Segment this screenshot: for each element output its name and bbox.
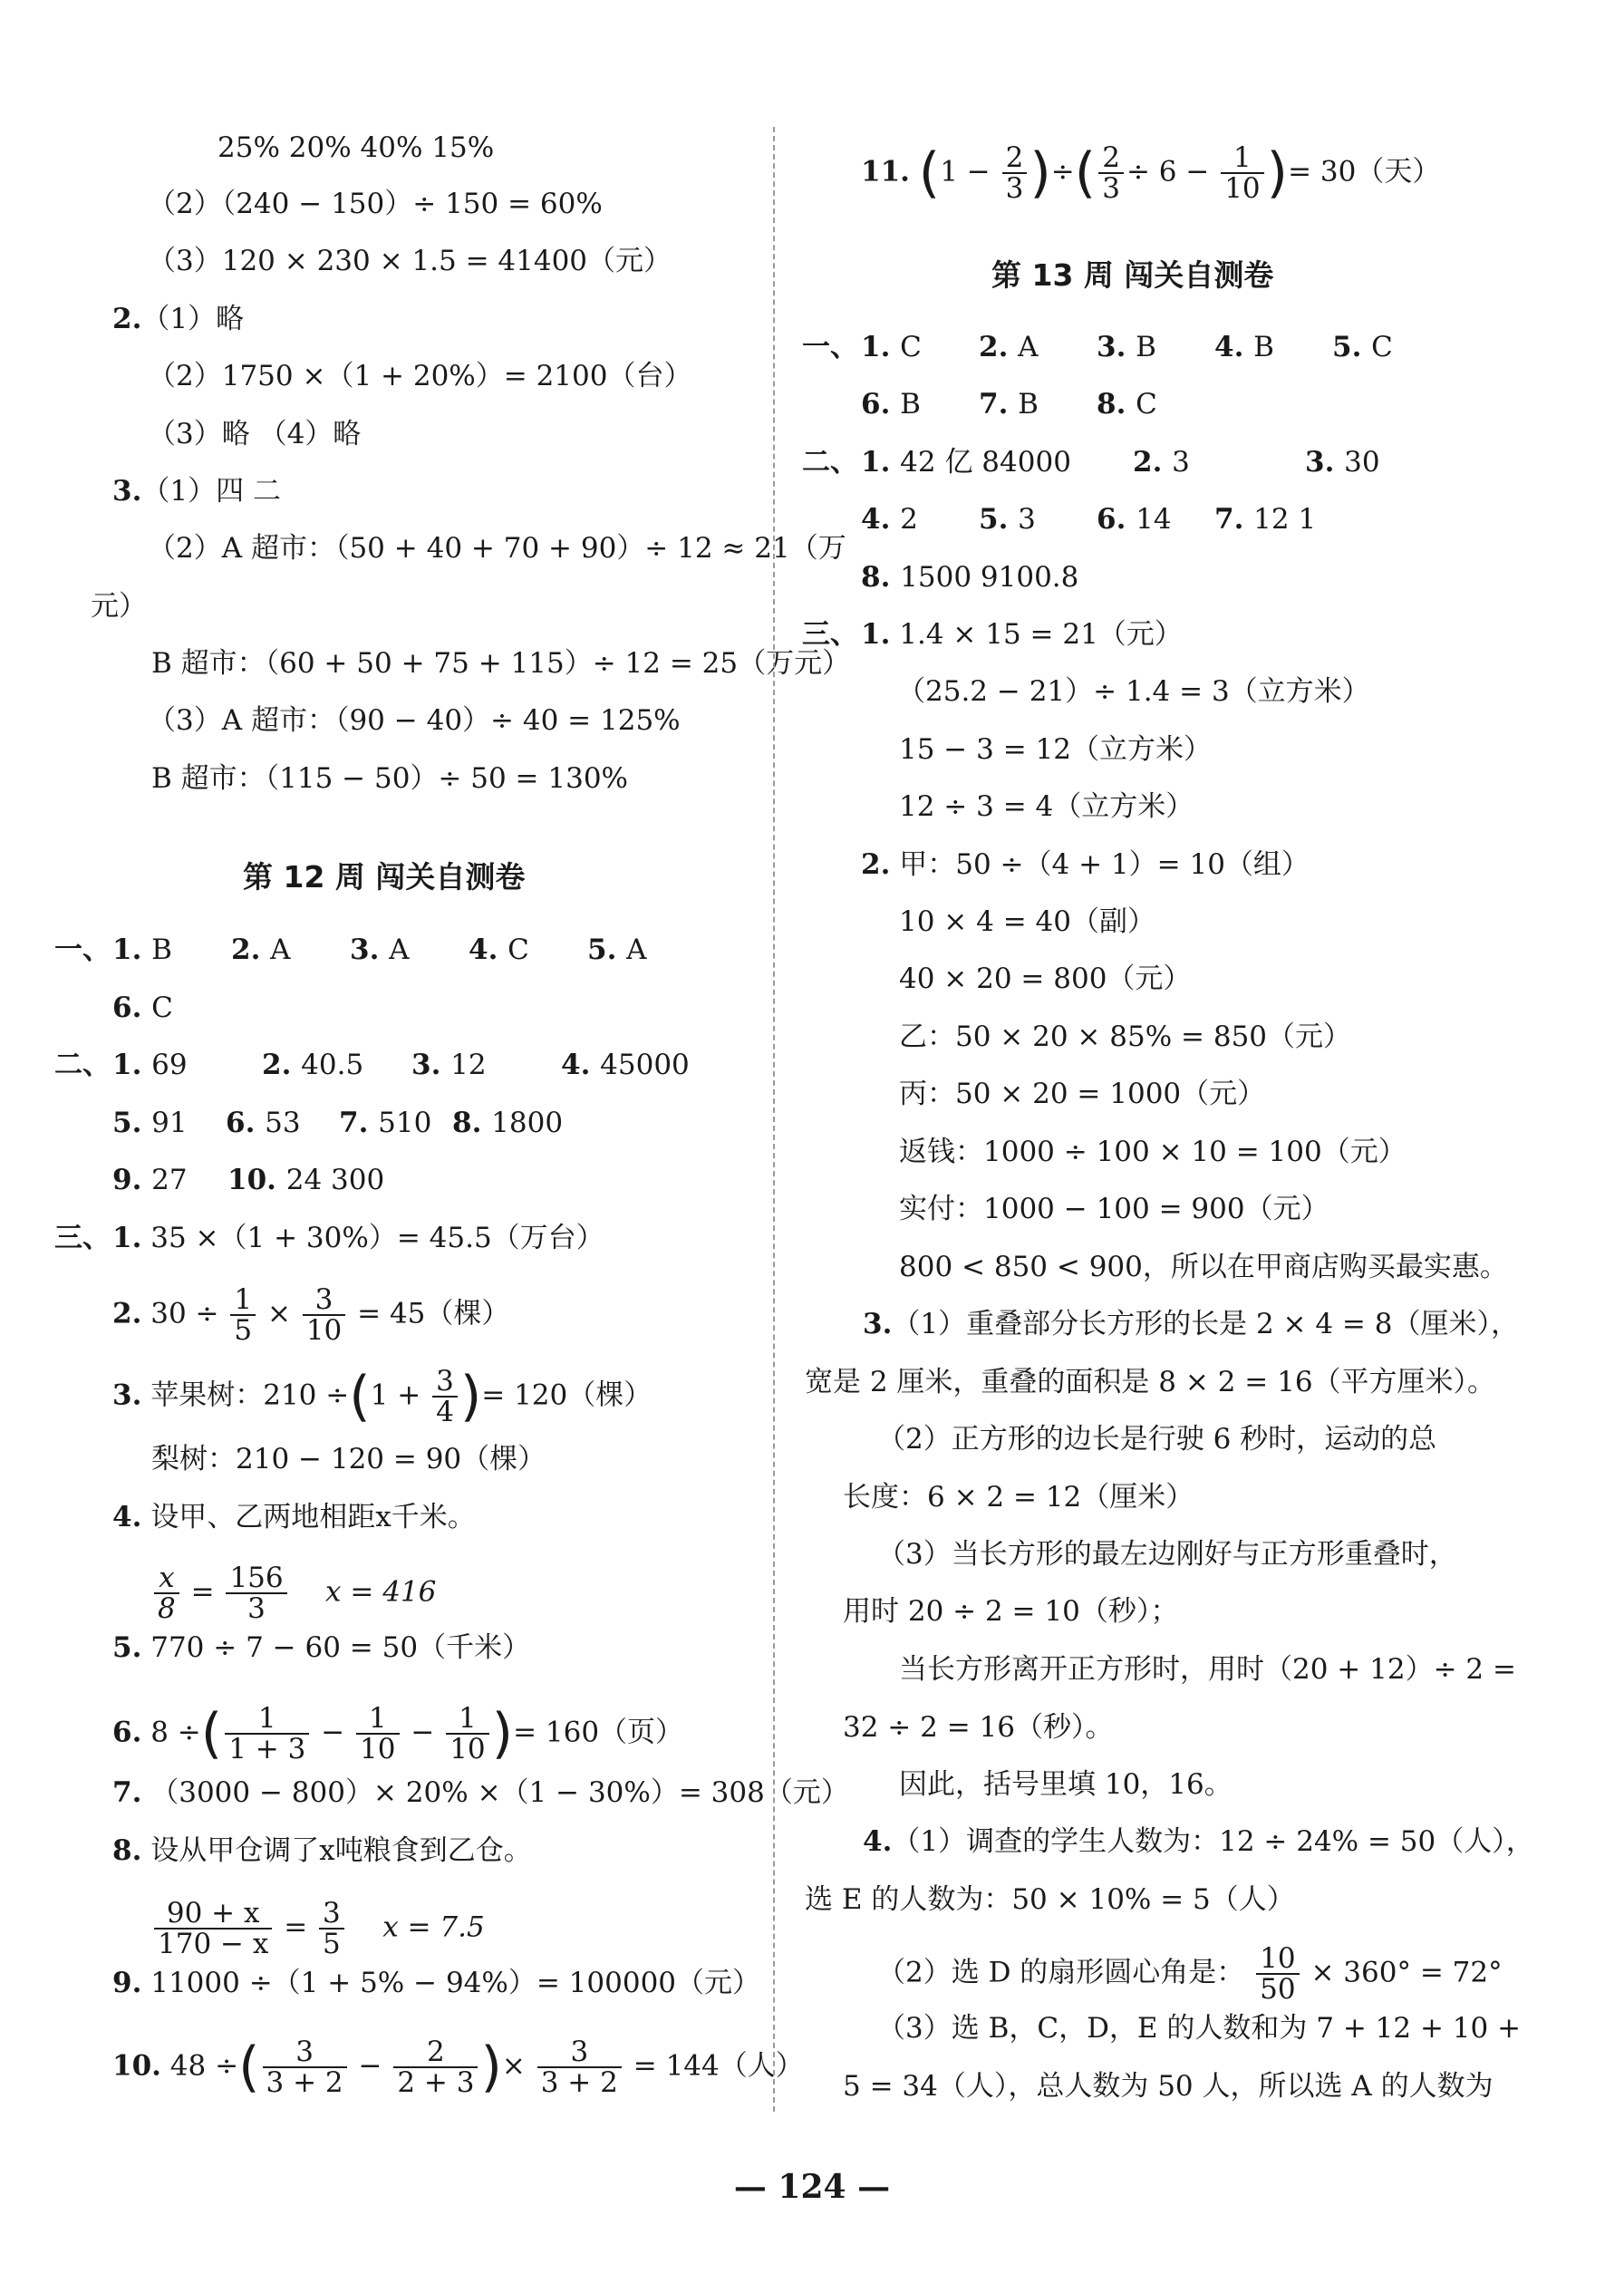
answer-text: × 360° = 72° xyxy=(1310,1956,1503,1989)
question-number: 4. xyxy=(112,1501,142,1533)
answer-text: 770 ÷ 7 − 60 = 50（千米） xyxy=(150,1631,531,1664)
answer-item xyxy=(1097,386,1214,422)
answer-row xyxy=(802,444,858,480)
answer-line: $\frac{90 + x}{170 - x}$ = $\frac{3}{5}$ x = 7.5 xyxy=(151,1899,485,1959)
fraction: $\frac{1}{10}$ xyxy=(356,1704,399,1764)
answer-item xyxy=(1332,329,1450,365)
answer-line: 返钱：1000 ÷ 100 × 10 = 100（元） xyxy=(899,1136,1406,1168)
answer-item xyxy=(1097,329,1214,365)
answer-text: 48 ÷ xyxy=(169,2049,239,2083)
answer-value: 45000 xyxy=(600,1049,690,1081)
question-number: 1. xyxy=(112,1222,142,1254)
answer-item xyxy=(861,329,979,365)
answer-value: C xyxy=(508,933,529,966)
answer-text: = 30（天） xyxy=(1288,155,1441,189)
section-prefix: 一、 xyxy=(54,933,111,966)
answer-item xyxy=(587,932,706,968)
answer-line: 因此，括号里填 10，16。 xyxy=(899,1768,1232,1801)
answer-line xyxy=(112,1630,530,1666)
question-number: 4. xyxy=(861,503,901,536)
answer-line xyxy=(151,1563,436,1623)
section-prefix: 二、 xyxy=(54,1049,111,1081)
question-number: 4. xyxy=(1214,331,1254,363)
answer-line xyxy=(112,1833,532,1869)
answer-line: 丙：50 × 20 = 1000（元） xyxy=(899,1078,1266,1110)
fraction: $\frac{3}{4}$ xyxy=(432,1367,458,1427)
question-number: 8. xyxy=(452,1107,492,1139)
answer-line: （3）略 （4）略 xyxy=(148,418,362,450)
answer-line: 用时 20 ÷ 2 = 10（秒）； xyxy=(843,1595,1179,1628)
question-number: 2. xyxy=(262,1049,302,1081)
answer-value: B xyxy=(900,388,921,421)
answer-line xyxy=(112,1499,476,1535)
answer-value: 12 1 xyxy=(1253,503,1317,536)
answer-text: = 45（棵） xyxy=(357,1297,510,1330)
answer-value: 53 xyxy=(265,1107,301,1139)
fraction: $\frac{1}{10}$ xyxy=(446,1704,488,1764)
question-number: 6. xyxy=(226,1107,266,1139)
answer-text: （1）略 xyxy=(141,303,245,335)
answer-item xyxy=(226,1105,339,1141)
answer-line: 5 = 34（人），总人数为 50 人，所以选 A 的人数为 xyxy=(843,2070,1494,2103)
answer-item xyxy=(231,932,350,968)
answer-item xyxy=(1097,501,1214,537)
answer-value: A xyxy=(270,933,291,966)
answer-text: 设从甲仓调了x吨粮食到乙仓。 xyxy=(150,1834,532,1867)
answer-item xyxy=(227,1162,384,1198)
question-number: 1. xyxy=(861,618,891,651)
answer-line: 10. 48 ÷( $\frac{3}{3 + 2}$ − $\frac{2}{2 + 3}$ )× $\frac{3}{3 + 2}$ = 144（人） xyxy=(112,2036,804,2099)
fill-row xyxy=(861,444,1477,480)
answer-line: 15 − 3 = 12（立方米） xyxy=(899,733,1212,766)
answer-line: （2）正方形的边长是行驶 6 秒时，运动的总 xyxy=(877,1423,1437,1456)
fill-row xyxy=(861,501,1332,537)
question-number: 3. xyxy=(411,1049,451,1081)
question-number: 6. xyxy=(861,388,901,421)
answer-line xyxy=(863,1823,1534,1860)
answer-line: 11. (1 − $\frac{2}{3}$ )÷( $\frac{2}{3}$ ÷ 6 − $\frac{1}{10}$ )= 30（天） xyxy=(861,141,1441,205)
fraction: $\frac{90 + x}{170 - x}$ xyxy=(154,1899,272,1959)
question-number: 11. xyxy=(861,155,910,189)
answer-value: A xyxy=(626,933,647,966)
question-number: 3. xyxy=(1097,331,1136,363)
fraction: $\frac{10}{50}$ xyxy=(1256,1944,1299,2004)
question-number: 5. xyxy=(979,503,1019,536)
answer-line: （3）120 × 230 × 1.5 = 41400（元） xyxy=(148,245,672,277)
answer-item xyxy=(411,1047,561,1083)
answer-value: B xyxy=(1253,331,1274,363)
question-number: 7. xyxy=(339,1107,379,1139)
answer-text: 设甲、乙两地相距x千米。 xyxy=(150,1501,476,1533)
answer-item xyxy=(861,386,979,422)
answer-text: （1）调查的学生人数为：12 ÷ 24% = 50（人）， xyxy=(892,1825,1534,1858)
answer-text: （1）四 二 xyxy=(141,475,281,508)
answer-line: （25.2 − 21）÷ 1.4 = 3（立方米） xyxy=(897,675,1370,708)
answer-value: 40.5 xyxy=(301,1049,364,1081)
question-number: 1. xyxy=(112,933,152,966)
answer-row xyxy=(54,1220,111,1256)
fraction: $\frac{3}{3 + 2}$ xyxy=(537,2037,622,2097)
answer-item xyxy=(861,501,979,537)
answer-value: 24 300 xyxy=(285,1164,385,1196)
section-heading: 第 13 周 闯关自测卷 xyxy=(991,257,1274,293)
question-number: 2. xyxy=(861,848,891,881)
question-number: 9. xyxy=(112,1967,142,1999)
answer-line: 800 < 850 < 900，所以在甲商店购买最实惠。 xyxy=(899,1251,1508,1283)
answer-text: 35 ×（1 + 30%）= 45.5（万台） xyxy=(150,1222,604,1254)
fraction: $\frac{3}{3 + 2}$ xyxy=(263,2037,347,2097)
answer-value: 3 xyxy=(1018,503,1036,536)
answer-value: 1800 xyxy=(491,1107,564,1139)
answer-item xyxy=(979,501,1097,537)
answer-line: 选 E 的人数为：50 × 10% = 5（人） xyxy=(805,1883,1295,1916)
answer-row xyxy=(802,329,858,365)
answer-line xyxy=(112,1775,849,1811)
answer-value: B xyxy=(1018,388,1039,421)
answer-value: C xyxy=(900,331,922,363)
answer-line: 乙：50 × 20 × 85% = 850（元） xyxy=(899,1020,1352,1053)
answer-item xyxy=(1133,444,1305,480)
answer-line: 长度：6 × 2 = 12（厘米） xyxy=(843,1481,1194,1514)
answer-value: B xyxy=(151,933,172,966)
question-number: 8. xyxy=(112,1834,142,1867)
column-divider xyxy=(773,127,775,2112)
choice-row xyxy=(112,990,231,1026)
answer-line: （2）1750 ×（1 + 20%）= 2100（台） xyxy=(148,360,692,392)
answer-row xyxy=(54,932,111,968)
answer-line: （3）当长方形的最左边刚好与正方形重叠时， xyxy=(877,1538,1457,1571)
answer-text: （2）选 D 的扇形圆心角是： xyxy=(877,1956,1245,1989)
section-prefix: 二、 xyxy=(802,446,858,479)
question-number: 3. xyxy=(863,1308,893,1340)
question-number: 2. xyxy=(112,1297,142,1330)
question-number: 2. xyxy=(112,303,142,335)
question-number: 2. xyxy=(231,933,271,966)
fraction: $\frac{1}{1 + 3}$ xyxy=(225,1704,309,1764)
answer-value: 69 xyxy=(151,1049,188,1081)
answer-item xyxy=(861,444,1133,480)
answer-value: A xyxy=(1018,331,1039,363)
fill-row xyxy=(112,1047,710,1083)
answer-line: （2）A 超市：（50 + 40 + 70 + 90）÷ 12 ≈ 21（万 xyxy=(148,532,846,565)
answer-text: 1 + xyxy=(370,1378,421,1412)
answer-line: 宽是 2 厘米，重叠的面积是 8 × 2 = 16（平方厘米）。 xyxy=(805,1366,1496,1398)
answer-text: = xyxy=(190,1575,215,1609)
answer-item xyxy=(979,329,1097,365)
answer-line xyxy=(861,846,1310,883)
answer-line: B 超市：（60 + 50 + 75 + 115）÷ 12 = 25（万元） xyxy=(151,647,851,680)
question-number: 3. xyxy=(112,475,142,508)
question-number: 3. xyxy=(112,1378,142,1412)
answer-row xyxy=(54,1047,111,1083)
answer-value: 510 xyxy=(378,1107,432,1139)
answer-item xyxy=(112,932,231,968)
answer-item xyxy=(112,1105,226,1141)
answer-text: ÷ 6 − xyxy=(1126,155,1210,189)
answer-line: 3. 苹果树：210 ÷(1 + $\frac{3}{4}$ )= 120（棵） xyxy=(112,1365,652,1428)
section-prefix: 一、 xyxy=(802,331,858,363)
answer-item xyxy=(112,1162,227,1198)
answer-line: 6. 8 ÷( $\frac{1}{1 + 3}$ − $\frac{1}{10}$ − $\frac{1}{10}$ )= 160（页） xyxy=(112,1702,684,1765)
answer-line: 40 × 20 = 800（元） xyxy=(899,962,1192,995)
answer-value: C xyxy=(151,991,173,1024)
answer-text: 苹果树：210 ÷ xyxy=(150,1378,350,1412)
answer-line: （2）（240 − 150）÷ 150 = 60% xyxy=(148,188,603,220)
answer-line xyxy=(877,1944,1503,2004)
answer-text: 1 − xyxy=(940,155,991,189)
question-number: 10. xyxy=(112,2049,161,2083)
section-prefix: 三、 xyxy=(802,618,858,651)
answer-text: （1）重叠部分长方形的长是 2 × 4 = 8（厘米）， xyxy=(892,1308,1519,1340)
answer-line: 10 × 4 = 40（副） xyxy=(899,905,1155,938)
answer-item xyxy=(1214,501,1332,537)
answer-item xyxy=(861,559,1078,595)
answer-item xyxy=(112,990,231,1026)
answer-value: 91 xyxy=(151,1107,188,1139)
answer-value: 42 亿 84000 xyxy=(900,446,1071,479)
answer-value: 1500 9100.8 xyxy=(900,561,1079,594)
fraction: $\frac{3}{5}$ xyxy=(319,1899,344,1959)
answer-item xyxy=(452,1105,566,1141)
answer-value: C xyxy=(1371,331,1393,363)
answer-line: （3）选 B，C，D，E 的人数和为 7 + 12 + 10 + xyxy=(877,2012,1522,2045)
fraction: $\frac{2}{2 + 3}$ xyxy=(393,2037,478,2097)
fill-row xyxy=(861,559,1078,595)
question-number: 2. xyxy=(979,331,1019,363)
choice-row xyxy=(861,386,1214,422)
question-number: 1. xyxy=(861,446,901,479)
answer-item xyxy=(339,1105,452,1141)
choice-row xyxy=(861,329,1450,365)
question-number: 6. xyxy=(1097,503,1136,536)
answer-line xyxy=(863,1306,1519,1342)
answer-text: 甲：50 ÷（4 + 1）= 10（组） xyxy=(899,848,1310,881)
answer-text: 30 ÷ xyxy=(150,1297,219,1330)
question-number: 9. xyxy=(112,1164,152,1196)
answer-value: 27 xyxy=(151,1164,188,1196)
question-number: 3. xyxy=(350,933,390,966)
fraction: $\frac{1}{5}$ xyxy=(230,1285,256,1345)
question-number: 5. xyxy=(587,933,627,966)
answer-item xyxy=(561,1047,710,1083)
fraction: $\frac{2}{3}$ xyxy=(1002,143,1028,203)
question-number: 5. xyxy=(1332,331,1372,363)
question-number: 6. xyxy=(112,991,152,1024)
answer-text: 1.4 × 15 = 21（元） xyxy=(899,618,1183,651)
answer-line xyxy=(112,1965,760,2001)
answer-line: B 超市：（115 − 50）÷ 50 = 130% xyxy=(151,762,629,795)
answer-text: = 120（棵） xyxy=(481,1378,652,1412)
answer-value: 2 xyxy=(900,503,918,536)
answer-text: 11000 ÷（1 + 5% − 94%）= 100000（元） xyxy=(150,1967,761,1999)
question-number: 6. xyxy=(112,1716,142,1749)
answer-line: 25% 20% 40% 15% xyxy=(218,131,495,164)
answer-text: × xyxy=(266,1297,291,1330)
question-number: 4. xyxy=(469,933,508,966)
answer-text: 8 ÷ xyxy=(150,1716,201,1749)
question-number: 5. xyxy=(112,1631,142,1664)
question-number: 10. xyxy=(227,1164,286,1196)
answer-value: A xyxy=(389,933,410,966)
answer-item xyxy=(469,932,587,968)
fraction: $\frac{1}{10}$ xyxy=(1221,143,1263,203)
answer-item xyxy=(979,386,1097,422)
fraction: $\frac{2}{3}$ xyxy=(1098,143,1124,203)
question-number: 4. xyxy=(863,1825,893,1858)
answer-item xyxy=(112,1047,262,1083)
section-prefix: 三、 xyxy=(54,1222,111,1254)
question-number: 4. xyxy=(561,1049,601,1081)
answer-item xyxy=(350,932,469,968)
question-number: 3. xyxy=(1305,446,1345,479)
answer-line: 实付：1000 − 100 = 900（元） xyxy=(899,1193,1329,1225)
answer-text: = 144（人） xyxy=(633,2049,804,2083)
question-number: 8. xyxy=(861,561,901,594)
answer-item xyxy=(1305,444,1477,480)
choice-row xyxy=(112,932,706,968)
fraction: $\frac{3}{10}$ xyxy=(303,1285,345,1345)
question-number: 7. xyxy=(112,1776,142,1809)
answer-line: 12 ÷ 3 = 4（立方米） xyxy=(899,790,1194,823)
answer-line: （3）A 超市：（90 − 40）÷ 40 = 125% xyxy=(148,704,681,737)
answer-row xyxy=(802,616,858,653)
answer-line: 元） xyxy=(91,590,147,623)
answer-text: （3000 − 800）× 20% ×（1 − 30%）= 308（元） xyxy=(150,1776,849,1809)
answer-line: 梨树：210 − 120 = 90（棵） xyxy=(151,1443,546,1475)
question-number: 1. xyxy=(112,1049,152,1081)
answer-line xyxy=(112,473,281,509)
answer-value: 3 xyxy=(1172,446,1190,479)
fill-row xyxy=(112,1162,384,1198)
question-number: 1. xyxy=(861,331,901,363)
question-number: 5. xyxy=(112,1107,152,1139)
answer-line xyxy=(861,616,1183,653)
page-number: — 124 — xyxy=(733,2168,891,2206)
section-heading: 第 12 周 闯关自测卷 xyxy=(243,859,526,895)
question-number: 8. xyxy=(1097,388,1136,421)
answer-line: 32 ÷ 2 = 16（秒）。 xyxy=(843,1711,1114,1744)
question-number: 7. xyxy=(979,388,1019,421)
answer-line xyxy=(112,1285,509,1345)
question-number: 2. xyxy=(1133,446,1173,479)
answer-item xyxy=(262,1047,411,1083)
answer-line xyxy=(112,301,244,337)
answer-text: x = 416 xyxy=(325,1575,437,1609)
answer-text: = 160（页） xyxy=(513,1716,684,1749)
answer-line xyxy=(112,1220,604,1256)
answer-value: 30 xyxy=(1344,446,1380,479)
question-number: 7. xyxy=(1214,503,1254,536)
answer-value: 12 xyxy=(450,1049,487,1081)
answer-value: B xyxy=(1136,331,1156,363)
answer-item xyxy=(1214,329,1332,365)
answer-value: C xyxy=(1136,388,1157,421)
fill-row xyxy=(112,1105,566,1141)
fraction: $\frac{156}{3}$ xyxy=(226,1563,286,1623)
answer-line: 当长方形离开正方形时，用时（20 + 12）÷ 2 = xyxy=(899,1653,1516,1686)
answer-text: x = 7.5 xyxy=(382,1910,485,1944)
fraction: $\frac{x}{8}$ xyxy=(154,1563,179,1623)
answer-value: 14 xyxy=(1136,503,1172,536)
